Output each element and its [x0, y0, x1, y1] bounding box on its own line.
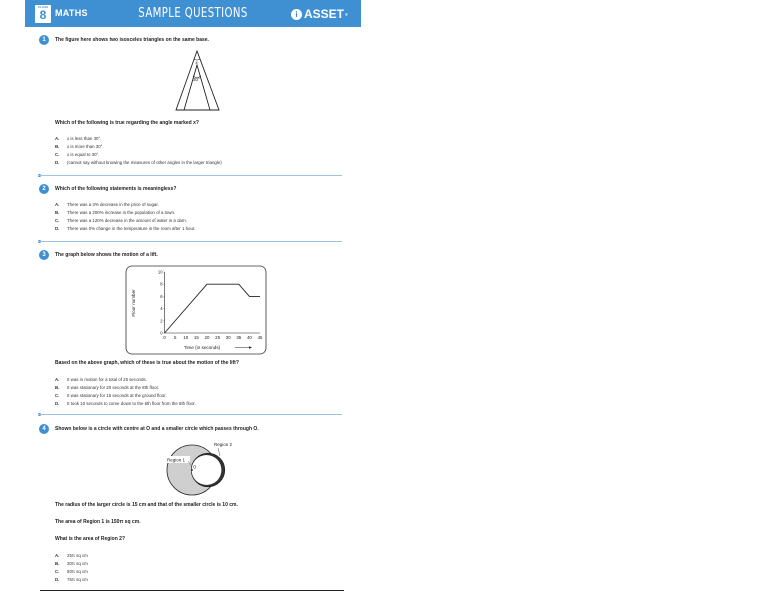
page-bottom-rule: [40, 590, 344, 591]
option-text: x is equal to 30°.: [67, 152, 100, 157]
x-tick-label: 5: [173, 335, 177, 340]
question-4-option-b[interactable]: [55, 561, 88, 566]
region-2-pointer: [218, 448, 220, 456]
subject-label: MATHS: [55, 8, 88, 18]
info-icon: i: [291, 9, 302, 20]
option-key: B.: [55, 561, 60, 566]
y-tick-label: 10: [157, 269, 163, 275]
x-tick-label: 40: [246, 335, 252, 340]
lift-motion-chart: [125, 265, 267, 355]
option-key: D.: [55, 577, 60, 582]
x-tick-label: 10: [183, 335, 189, 340]
option-key: D.: [55, 226, 60, 231]
question-3-option-c[interactable]: [55, 393, 167, 398]
question-4-text: Shown below is a circle with centre at O and a smaller circle which passes through O.: [55, 426, 259, 432]
question-4-option-c[interactable]: [55, 569, 88, 574]
question-4-option-d[interactable]: [55, 577, 88, 582]
y-tick-label: 0: [160, 330, 163, 336]
question-number-4: 4: [39, 424, 49, 434]
question-3-option-d[interactable]: [55, 401, 196, 406]
option-key: A.: [55, 377, 60, 382]
region-2-label: Region 2: [214, 442, 233, 447]
class-label: CLASS: [37, 5, 49, 9]
option-key: C.: [55, 393, 60, 398]
question-number-1: 1: [39, 35, 49, 45]
isosceles-triangles-figure: [174, 48, 222, 112]
centre-label: O: [193, 464, 197, 470]
x-tick-label: 35: [236, 335, 242, 340]
option-text: 30π sq cm: [67, 561, 88, 566]
option-text: 25π sq cm: [67, 553, 88, 558]
section-divider: [38, 241, 342, 242]
angle-x-label: x: [195, 60, 198, 65]
question-number-3: 3: [39, 250, 49, 260]
x-tick-label: 15: [193, 335, 199, 340]
option-text: There was 0% change in the temperature in the room after 1 hour.: [67, 226, 196, 231]
question-3-subtext: Based on the above graph, which of these is true about the motion of the lift?: [55, 360, 239, 366]
question-2-option-b[interactable]: [55, 210, 175, 215]
question-1-option-a[interactable]: [55, 136, 101, 141]
question-3-option-b[interactable]: [55, 385, 159, 390]
worksheet-page: [25, 0, 361, 594]
option-key: B.: [55, 210, 60, 215]
question-3-option-a[interactable]: [55, 377, 147, 382]
class-badge: [35, 5, 51, 23]
question-4-option-a[interactable]: [55, 553, 88, 558]
option-key: B.: [55, 144, 60, 149]
x-tick-label: 45: [257, 335, 263, 340]
option-key: A.: [55, 136, 60, 141]
option-text: It was stationary for 15 seconds at the ground floor.: [67, 393, 167, 398]
option-key: D.: [55, 401, 60, 406]
y-tick-label: 8: [160, 281, 163, 287]
x-axis-label: Time (in seconds): [183, 345, 221, 350]
option-text: There was a 120% decrease in the amount of water in a dam.: [67, 218, 187, 223]
option-key: D.: [55, 160, 60, 165]
option-key: A.: [55, 202, 60, 207]
chart-frame: [126, 266, 266, 354]
option-text: x is less than 30°.: [67, 136, 102, 141]
y-tick-label: 6: [160, 293, 163, 299]
option-text: There was a 200% increase in the population of a town.: [67, 210, 176, 215]
option-key: C.: [55, 218, 60, 223]
question-2-option-d[interactable]: [55, 226, 195, 231]
question-1-option-b[interactable]: [55, 144, 104, 149]
y-axis-label: Floor number: [131, 289, 136, 317]
section-divider: [38, 414, 342, 415]
region-1-label: Region 1: [167, 457, 186, 463]
question-2-text: Which of the following statements is meaningless?: [55, 186, 177, 192]
class-number: 8: [39, 8, 47, 22]
option-key: C.: [55, 152, 60, 157]
registered-mark: ®: [345, 11, 348, 17]
brand-name: ASSET: [304, 7, 345, 21]
x-tick-label: 0: [163, 335, 166, 340]
option-text: It was in motion for a total of 25 seconds.: [67, 377, 147, 382]
question-number-2: 2: [39, 184, 49, 194]
question-2-option-c[interactable]: [55, 218, 187, 223]
brand-logo: [291, 7, 348, 21]
option-key: A.: [55, 553, 60, 558]
small-circle-inner: [191, 455, 221, 485]
x-tick-label: 20: [204, 335, 210, 340]
option-text: There was a 3% decrease in the price of sugar.: [67, 202, 159, 207]
question-4-line-1: The radius of the larger circle is 15 cm and that of the smaller circle is 10 cm.: [55, 502, 238, 508]
header-bar: [25, 0, 361, 27]
question-1-subtext: Which of the following is true regarding the angle marked x?: [55, 120, 199, 126]
option-text: It took 10 seconds to come down to the 6th floor from the 8th floor.: [67, 401, 196, 406]
question-1-option-c[interactable]: [55, 152, 100, 157]
option-text: It was stationary for 20 seconds at the 8th floor.: [67, 385, 160, 390]
section-divider: [38, 175, 342, 176]
option-text: x is more than 30°.: [67, 144, 104, 149]
small-triangle: [184, 65, 210, 110]
y-tick-label: 4: [160, 306, 163, 312]
question-4-line-3: What is the area of Region 2?: [55, 536, 126, 542]
y-tick-label: 2: [160, 318, 163, 324]
x-tick-label: 25: [215, 335, 221, 340]
option-text: (cannot say without knowing the measures of other angles in the larger triangle): [67, 160, 222, 165]
option-key: B.: [55, 385, 60, 390]
circles-figure: [160, 438, 240, 498]
option-text: 75π sq cm: [67, 577, 88, 582]
angle-30-label: 30°: [193, 77, 200, 82]
x-tick-label: 30: [225, 335, 231, 340]
question-1-text: The figure here shows two isosceles triangles on the same base.: [55, 37, 209, 43]
question-1-option-d[interactable]: [55, 160, 222, 165]
question-4-line-2: The area of Region 1 is 150π sq cm.: [55, 519, 141, 525]
question-3-text: The graph below shows the motion of a lift.: [55, 252, 158, 258]
option-text: 50π sq cm: [67, 569, 88, 574]
question-2-option-a[interactable]: [55, 202, 159, 207]
page-title: SAMPLE QUESTIONS: [138, 6, 248, 21]
option-key: C.: [55, 569, 60, 574]
